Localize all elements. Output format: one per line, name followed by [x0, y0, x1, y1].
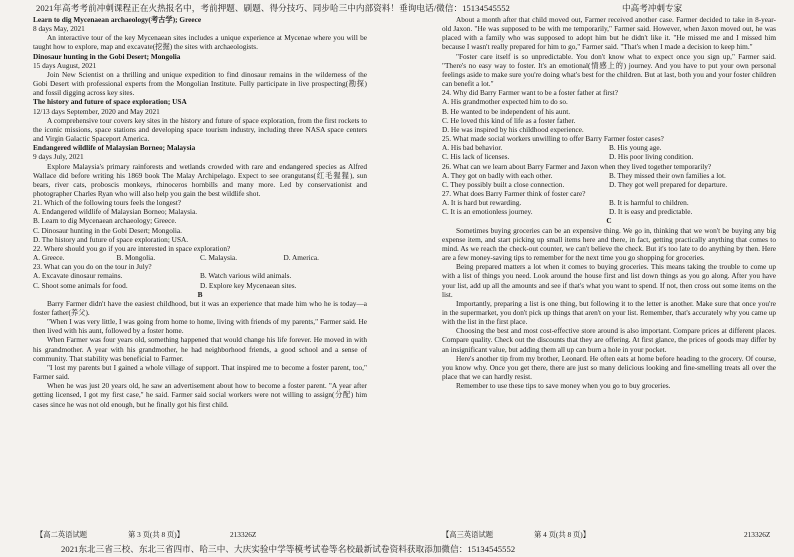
text-line: 8 days May, 2021 — [33, 24, 85, 34]
answer-options-row — [442, 171, 776, 180]
answer-option: B. They missed their own families a lot. — [609, 170, 726, 180]
answer-option: C. His lack of licenses. — [442, 152, 510, 162]
text-line: C. Dinosaur hunting in the Gobi Desert; Mongolia. — [33, 225, 182, 235]
answer-option: C. Malaysia. — [200, 253, 238, 263]
top-banner: 2021年高考考前冲刺课程正在火热报名中，考前押题、刷题、得分技巧、同步哈三中内部资料！垂询电话/微信：15134545552 — [36, 3, 510, 13]
answer-options-row — [33, 253, 367, 262]
text-line: An interactive tour of the key Mycenaean sites includes a unique experience at Mycenae where you will be taught how to explore, map and excavate(挖掘) the sites with archaeologists. — [33, 33, 367, 52]
text-line: A comprehensive tour covers key sites in the history and future of space exploration, from the first rockets to the iconic missions, space stations and developing space tourism industry, including three NASA space centers and Virgin Galactic Spaceport America. — [33, 115, 367, 144]
answer-option: A. Greece. — [33, 253, 65, 263]
top-tagline: 中高考冲刺专家 — [622, 3, 683, 13]
text-line: "When I was very little, I was going from home to home, living with friends of my parents," Farmer said. He then lived with his aunt, followed by a foster home. — [33, 317, 367, 336]
answer-option: B. His young age. — [609, 143, 662, 153]
answer-option: A. They got on badly with each other. — [442, 170, 553, 180]
text-line: B. Learn to dig Mycenaean archaeology; Greece. — [33, 216, 177, 226]
section-heading: Endangered wildlife of Malaysian Borneo; Malaysia — [33, 143, 196, 153]
answer-option: B. It is harmful to children. — [609, 198, 689, 208]
text-line: Choosing the best and most cost-effective store around is also important. Compare prices at different places. Compare quality. Check out the discounts that they are offering. At first glance, the prices of goods may differ by an insignificant value, but adding them all up can burn a hole in your pocket. — [442, 326, 776, 354]
left-page-column — [33, 15, 367, 527]
text-line: A. His grandmother expected him to do so. — [442, 97, 568, 107]
text-line: Importantly, preparing a list is one thing, but following it to the letter is another. Make sure that once you're in the supermarket, you don't pick up things that aren't on your list. Remember, that's accurately why you came up with the list in the first place. — [442, 298, 776, 327]
text-line: Remember to use these tips to save money when you go to buy groceries. — [456, 381, 671, 391]
text-line: A. Endangered wildlife of Malaysian Borneo; Malaysia. — [33, 207, 198, 217]
text-line: D. The history and future of space exploration; USA. — [33, 234, 189, 244]
answer-options-row — [442, 152, 776, 161]
answer-option: D. They got well prepared for departure. — [609, 179, 728, 189]
answer-options-row — [442, 207, 776, 216]
text-line: 27. What does Barry Farmer think of foster care? — [442, 188, 586, 198]
footer-right-title: 【高三英语试题 — [442, 530, 494, 539]
answer-options-row — [442, 180, 776, 189]
text-line: 12/13 days September, 2020 and May 2021 — [33, 106, 160, 116]
answer-option: C. They possibly built a close connection. — [442, 179, 565, 189]
text-line: Sometimes buying groceries can be an expensive thing. We go in, thinking that we won't be buying any big expense item, and start picking up small items here and there, in fact, getting practically anything that comes to mind. As we reach the check-out counter, we can't believe the check. But it's too late to do anything by then. Here are a few money-saving tips to remember for the next time you go shopping for groceries. — [442, 225, 776, 263]
footer-left-title: 【高二英语试题 — [36, 530, 88, 539]
answer-option: D. It is easy and predictable. — [609, 207, 693, 217]
answer-option: B. Mongolia. — [116, 253, 156, 263]
bottom-banner: 2021东北三省三校、东北三省四市、哈三中、大庆实验中学等模考试卷等名校最新试卷资料获取添加微信：15134545552 — [61, 544, 516, 554]
text-line: Join New Scientist on a thrilling and unique expedition to find dinosaur remains in the wilderness of the Gobi Desert with professional experts from the Mongolian Institute. Fully participate in live prospecting(勘探) and fossil digging across key sites. — [33, 69, 367, 98]
answer-option: C. Shoot some animals for food. — [33, 280, 128, 290]
answer-option: A. Excavate dinosaur remains. — [33, 271, 123, 281]
text-line: When he was just 20 years old, he saw an advertisement about how to become a foster parent. "A year after getting licensed, I got my first case," he said. Farmer said social workers were not willing to assign(分配) him cases since he was not old enough, but he finally got his first child. — [33, 381, 367, 409]
text-line: 26. What can we learn about Barry Farmer and Jaxon when they lived together temporarily? — [442, 161, 712, 171]
text-line: C. He loved this kind of life as a foster father. — [442, 115, 576, 125]
section-heading: Dinosaur hunting in the Gobi Desert; Mongolia — [33, 51, 181, 61]
answer-options-row — [33, 271, 367, 280]
text-line: 23. What can you do on the tour in July? — [33, 262, 152, 272]
passage-label: C — [606, 216, 612, 226]
answer-option: D. His poor living condition. — [609, 152, 694, 162]
text-line: 9 days July, 2021 — [33, 152, 84, 162]
text-line: Explore Malaysia's primary rainforests and wetlands crowded with rare and endangered species as Alfred Wallace did before writing his 1869 book The Malay Archipelago. Expect to see orangutans(红毛猩猩), sun bears, river cats, proboscis monkeys, rhinoceros hornbills and many more. Led by conservationist and photographer Charles Ryan who will also help you gain the best wildlife shot. — [33, 161, 367, 198]
text-line: 25. What made social workers unwilling to offer Barry Farmer foster cases? — [442, 134, 664, 144]
text-line: Here's another tip from my brother, Leonard. He often eats at home before heading to the grocery. Of course, you know why. Once you get there, there are just so many delicious looking and fine-smelling treats all over the place that we can hardly resist. — [442, 353, 776, 382]
section-heading: The history and future of space exploration; USA — [33, 97, 187, 107]
answer-options-row — [33, 281, 367, 290]
answer-option: A. His bad behavior. — [442, 143, 503, 153]
text-line: 22. Where should you go if you are interested in space exploration? — [33, 243, 231, 253]
footer-left-page: 第 3 页(共 8 页)】 — [128, 530, 184, 539]
footer-left-code: 213326Z — [230, 530, 257, 539]
text-line: 15 days August, 2021 — [33, 60, 97, 70]
text-line: When Farmer was four years old, something happened that would change his life forever. He moved in with his grandmother. A year with his grandmother, he had neighborhood friends, a good school and a sense of community. That stability was beneficial to Farmer. — [33, 335, 367, 363]
answer-option: D. America. — [283, 253, 319, 263]
answer-option: D. Explore key Mycenaean sites. — [200, 280, 297, 290]
answer-option: A. It is hard but rewarding. — [442, 198, 522, 208]
answer-option: C. It is an emotionless journey. — [442, 207, 533, 217]
text-line: Barry Farmer didn't have the easiest childhood, but it was an experience that made him who he is today—a foster father(养父). — [33, 298, 367, 317]
text-line: 24. Why did Barry Farmer want to be a foster father at first? — [442, 88, 618, 98]
text-line: Being prepared matters a lot when it comes to buying groceries. This means taking the trouble to come up with a list of things you need. Look around the house first and list down things as you go along. After you have your list, add up all the amounts and see if that's what you want to spend. If not, then cross out some items on the list. — [442, 262, 776, 299]
text-line: B. He wanted to be independent of his aunt. — [442, 106, 571, 116]
text-line: D. He was inspired by his childhood experience. — [442, 124, 584, 134]
text-line: "Foster care itself is so unpredictable. You don't know what to expect once you sign up," Farmer said. "There's no easy way to foster. It's an emotional(情感上的) journey. And you have to put your own personal feelings aside to make sure you're doing what's best for the children. But at last, both you and your foster children can benefit a lot." — [442, 51, 776, 89]
passage-label: B — [197, 289, 203, 299]
right-page-column — [442, 15, 776, 527]
footer-right-code: 213326Z — [744, 530, 771, 539]
answer-option: B. Watch various wild animals. — [200, 271, 292, 281]
text-line: 21. Which of the following tours feels the longest? — [33, 198, 182, 208]
answer-options-row — [442, 198, 776, 207]
footer-right-page: 第 4 页(共 8 页)】 — [534, 530, 590, 539]
text-line: "I lost my parents but I gained a whole village of support. That inspired me to become a foster parent, too," Farmer said. — [33, 362, 367, 382]
text-line: About a month after that child moved out, Farmer received another case. Farmer decided to take in 8-year-old Jaxon. "He was supposed to be with me temporarily," Farmer said. However, when Jaxon moved out, he was placed with a family who was supposed to adopt him but he didn't like it. "He missed me and I missed him because I wasn't really prepared for him to go," Farmer said. "That's when I made a decision to keep him." — [442, 15, 776, 52]
section-heading: Learn to dig Mycenaean archaeology(考古学); Greece — [33, 15, 202, 24]
answer-options-row — [442, 143, 776, 152]
